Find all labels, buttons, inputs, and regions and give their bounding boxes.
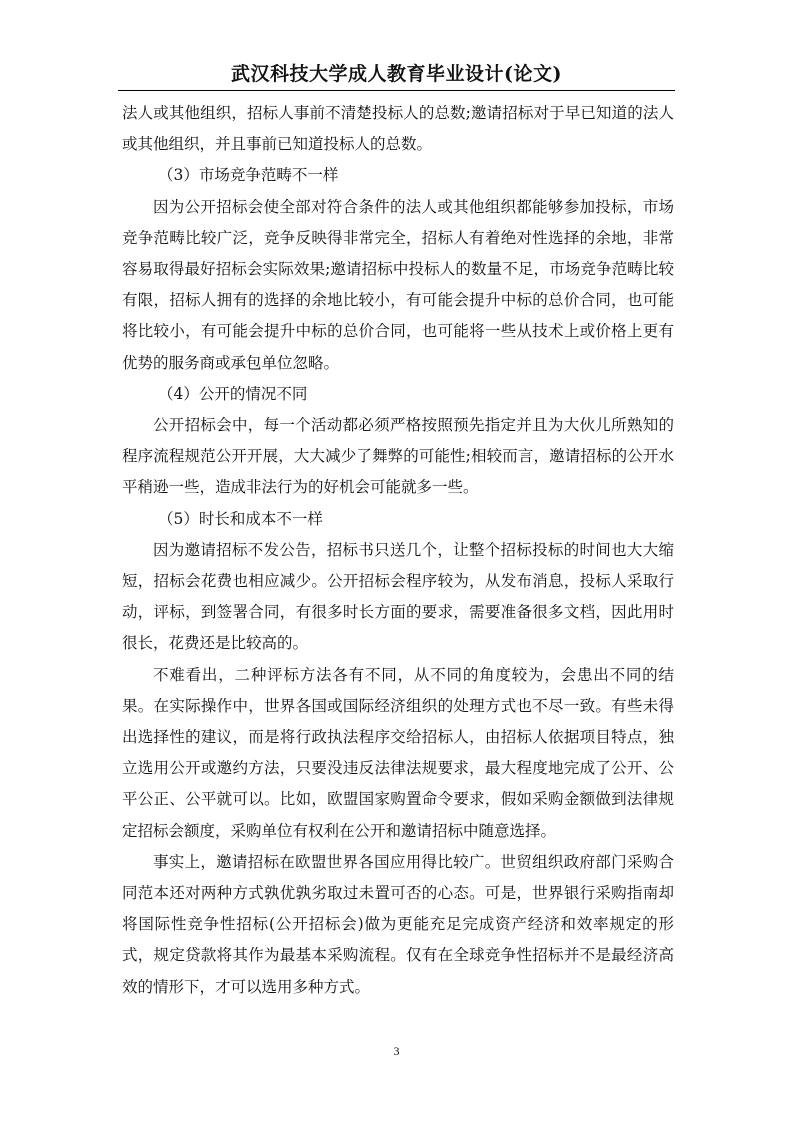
paragraph: 不难看出，二种评标方法各有不同，从不同的角度较为，会患出不同的结果。在实际操作中，世界各国或国际经济组织的处理方式也不尽一致。有些未得出选择性的建议，而是将行政执法程序交给招标人，由招标人依据项目特点，独立选用公开或邀约方法，只要没违反法律法规要求，最大程度地完成了公开、公平公正、公平就可以。比如，欧盟国家购置命令要求，假如采购金额做到法律规定招标会额度，采购单位有权利在公开和邀请招标中随意选择。 bbox=[122, 665, 674, 840]
page-number: 3 bbox=[393, 1044, 400, 1058]
paragraph: 事实上，邀请招标在欧盟世界各国应用得比较广。世贸组织政府部门采购合同范本还对两种方式孰优孰劣取过未置可否的心态。可是，世界银行采购指南却将国际性竞争性招标(公开招标会)做为更能充足完成资产经济和效率规定的形式，规定贷款将其作为最基本采购流程。仅有在全球竞争性招标并不是最经济高效的情形下，才可以选用多种方式。 bbox=[122, 852, 674, 996]
section-heading-3: （3）市场竞争范畴不一样 bbox=[158, 166, 339, 185]
paragraph: 公开招标会中，每一个活动都必须严格按照预先指定并且为大伙儿所熟知的程序流程规范公开开展，大大减少了舞弊的可能性;相较而言，邀请招标的公开水平稍逊一些，造成非法行为的好机会可能就多一些。 bbox=[122, 416, 674, 497]
section-heading-4: （4）公开的情况不同 bbox=[158, 384, 308, 403]
document-body bbox=[122, 98, 674, 1003]
paragraph-continuation: 法人或其他组织，招标人事前不清楚投标人的总数;邀请招标对于早已知道的法人或其他组织，并且事前已知道投标人的总数。 bbox=[122, 104, 674, 154]
paragraph: 因为公开招标会使全部对符合条件的法人或其他组织都能够参加投标，市场竞争范畴比较广泛，竞争反映得非常完全，招标人有着绝对性选择的余地，非常容易取得最好招标会实际效果;邀请招标中投标人的数量不足，市场竞争范畴比较有限，招标人拥有的选择的余地比较小，有可能会提升中标的总价合同，也可能将比较小，有可能会提升中标的总价合同，也可能将一些从技术上或价格上更有优势的服务商或承包单位忽略。 bbox=[122, 197, 674, 372]
header-divider bbox=[118, 90, 675, 91]
section-heading-5: （5）时长和成本不一样 bbox=[158, 509, 323, 528]
paragraph: 因为邀请招标不发公告，招标书只送几个，让整个招标投标的时间也大大缩短，招标会花费也相应减少。公开招标会程序较为，从发布消息，投标人采取行动，评标，到签署合同，有很多时长方面的要求，需要准备很多文档，因此用时很长，花费还是比较高的。 bbox=[122, 540, 674, 653]
document-header-title: 武汉科技大学成人教育毕业设计(论文) bbox=[231, 63, 562, 85]
